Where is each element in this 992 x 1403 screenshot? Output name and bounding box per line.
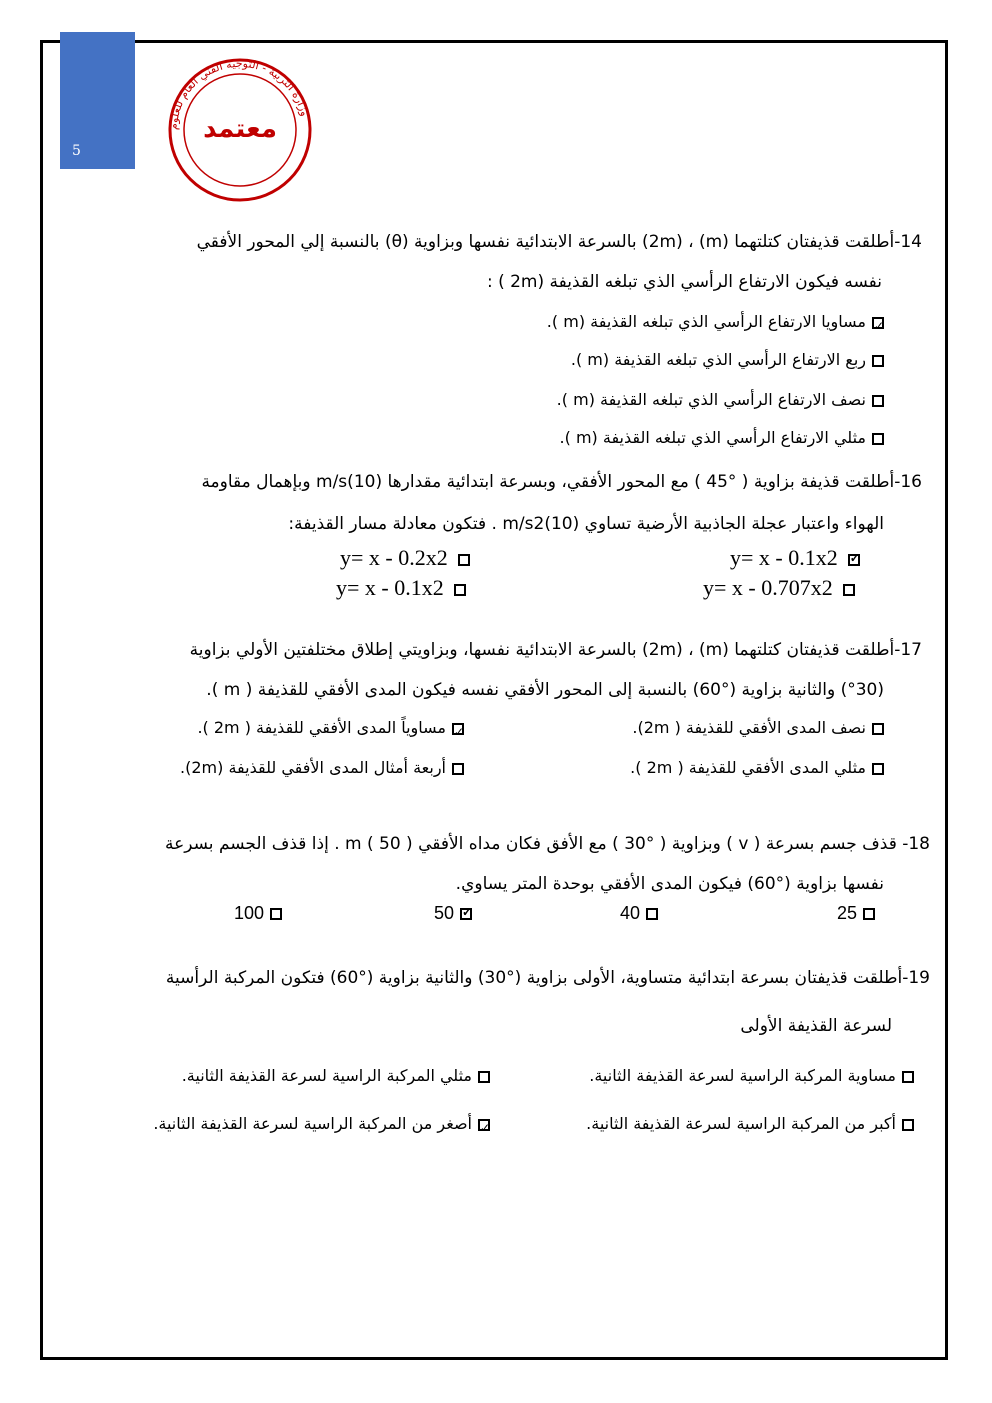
checkbox-icon[interactable] — [872, 355, 884, 367]
checkbox-checked-icon[interactable] — [478, 1119, 490, 1131]
checkbox-icon[interactable] — [872, 763, 884, 775]
q17-option-3[interactable] — [630, 756, 884, 780]
q14-option-4[interactable] — [560, 426, 884, 450]
q19-option-2[interactable] — [182, 1064, 490, 1088]
checkbox-icon[interactable] — [452, 763, 464, 775]
q18-line1: 18- قذف جسم بسرعة ( v ) وبزاوية ( °30 ) مع الأفق فكان مداه الأفقي m ( 50 ) . إذا قذف الجسم بسرعة — [165, 834, 930, 854]
q16-option-1-text: y= x - 0.1x2 — [730, 545, 838, 570]
q17-option-1-text: نصف المدى الأفقي للقذيفة ( 2m). — [632, 718, 866, 737]
q18-option-3-text: 50 — [434, 903, 455, 923]
q18-option-4-text: 100 — [234, 903, 265, 923]
q16-option-2-text: y= x - 0.2x2 — [340, 545, 448, 570]
q17-line2: (°30) والثانية بزاوية (°60) بالنسبة إلى المحور الأفقي نفسه فيكون المدى الأفقي للقذيفة ( m ). — [206, 680, 884, 700]
checkbox-icon[interactable] — [270, 908, 282, 920]
q18-option-1[interactable] — [837, 903, 875, 924]
checkbox-icon[interactable] — [843, 584, 855, 596]
q17-option-2[interactable] — [197, 716, 464, 740]
q17-option-4-text: أربعة أمثال المدى الأفقي للقذيفة (2m). — [180, 758, 446, 777]
q18-option-3[interactable] — [434, 903, 472, 924]
q17-option-4[interactable] — [180, 756, 464, 780]
q14-line1: 14-أطلقت قذيفتان كتلتهما (m) ، (2m) بالسرعة الابتدائية نفسها وبزاوية (θ) بالنسبة إلي المحور الأفقي — [196, 232, 922, 252]
q17-option-1[interactable] — [632, 716, 884, 740]
q18-option-1-text: 25 — [837, 903, 858, 923]
q19-option-1-text: مساوية المركبة الراسية لسرعة القذيفة الثانية. — [589, 1066, 896, 1085]
q18-line2: نفسها بزاوية (°60) فيكون المدى الأفقي بوحدة المتر يساوي. — [455, 874, 884, 894]
q16-line2: الهواء واعتبار عجلة الجاذبية الأرضية تساوي (10)m/s2 . فتكون معادلة مسار القذيفة: — [288, 514, 884, 534]
checkbox-icon[interactable] — [872, 723, 884, 735]
approval-stamp — [165, 55, 315, 205]
q14-option-3[interactable] — [557, 388, 884, 412]
checkbox-checked-icon[interactable] — [848, 554, 860, 566]
q19-line1: 19-أطلقت قذيفتان بسرعة ابتدائية متساوية، الأولى بزاوية (°30) والثانية بزاوية (°60) فتكون المركبة الرأسية — [165, 968, 930, 988]
q16-option-4-text: y= x - 0.1x2 — [336, 575, 444, 600]
q16-option-1[interactable] — [730, 545, 860, 571]
checkbox-icon[interactable] — [902, 1119, 914, 1131]
q14-option-4-text: مثلي الارتفاع الرأسي الذي تبلغه القذيفة (m ). — [559, 428, 866, 447]
checkbox-icon[interactable] — [458, 554, 470, 566]
q14-line2: نفسه فيكون الارتفاع الرأسي الذي تبلغه القذيفة (2m ) : — [486, 272, 882, 292]
q14-option-3-text: نصف الارتفاع الرأسي الذي تبلغه القذيفة (m ). — [556, 390, 866, 409]
q17-option-2-text: مساوياً المدى الأفقي للقذيفة ( 2m ). — [197, 718, 446, 737]
page-number: 5 — [72, 143, 81, 159]
stamp-ring-text: وزارة التربية - التوجيه الفني العام للعلوم — [166, 56, 312, 131]
checkbox-icon[interactable] — [478, 1071, 490, 1083]
q19-option-1[interactable] — [589, 1064, 914, 1088]
q19-option-3-text: أكبر من المركبة الراسية لسرعة القذيفة الثانية. — [586, 1114, 896, 1133]
page-number-tab — [60, 32, 135, 169]
checkbox-icon[interactable] — [454, 584, 466, 596]
q16-option-3-text: y= x - 0.707x2 — [703, 575, 833, 600]
q19-option-4[interactable] — [153, 1112, 490, 1136]
q19-option-4-text: أصغر من المركبة الراسية لسرعة القذيفة الثانية. — [153, 1114, 472, 1133]
checkbox-icon[interactable] — [872, 395, 884, 407]
q14-option-1[interactable] — [547, 310, 884, 334]
q17-option-3-text: مثلي المدى الأفقي للقذيفة ( 2m ). — [630, 758, 866, 777]
q16-option-2[interactable] — [340, 545, 470, 571]
checkbox-icon[interactable] — [902, 1071, 914, 1083]
q18-option-2[interactable] — [620, 903, 658, 924]
q19-line2: لسرعة القذيفة الأولى — [740, 1016, 892, 1036]
checkbox-icon[interactable] — [872, 433, 884, 445]
q19-option-3[interactable] — [586, 1112, 914, 1136]
q14-option-1-text: مساويا الارتفاع الرأسي الذي تبلغه القذيفة (m ). — [546, 312, 866, 331]
checkbox-checked-icon[interactable] — [872, 317, 884, 329]
q18-option-2-text: 40 — [620, 903, 641, 923]
stamp-text: معتمد — [203, 114, 277, 144]
q14-option-2-text: ربع الارتفاع الرأسي الذي تبلغه القذيفة (m ). — [570, 350, 866, 369]
q17-line1: 17-أطلقت قذيفتان كتلتهما (m) ، (2m) بالسرعة الابتدائية نفسها، وبزاويتي إطلاق مختلفتين الأولي بزاوية — [189, 640, 922, 660]
q16-option-4[interactable] — [336, 575, 466, 601]
checkbox-icon[interactable] — [646, 908, 658, 920]
checkbox-icon[interactable] — [863, 908, 875, 920]
checkbox-checked-icon[interactable] — [460, 908, 472, 920]
checkbox-checked-icon[interactable] — [452, 723, 464, 735]
q16-line1: 16-أطلقت قذيفة بزاوية ( °45 ) مع المحور الأفقي، وبسرعة ابتدائية مقدارها (10)m/s وبإهمال مقاومة — [201, 472, 922, 492]
q16-option-3[interactable] — [703, 575, 855, 601]
q18-option-4[interactable] — [234, 903, 282, 924]
q19-option-2-text: مثلي المركبة الراسية لسرعة القذيفة الثانية. — [181, 1066, 472, 1085]
q14-option-2[interactable] — [571, 348, 884, 372]
